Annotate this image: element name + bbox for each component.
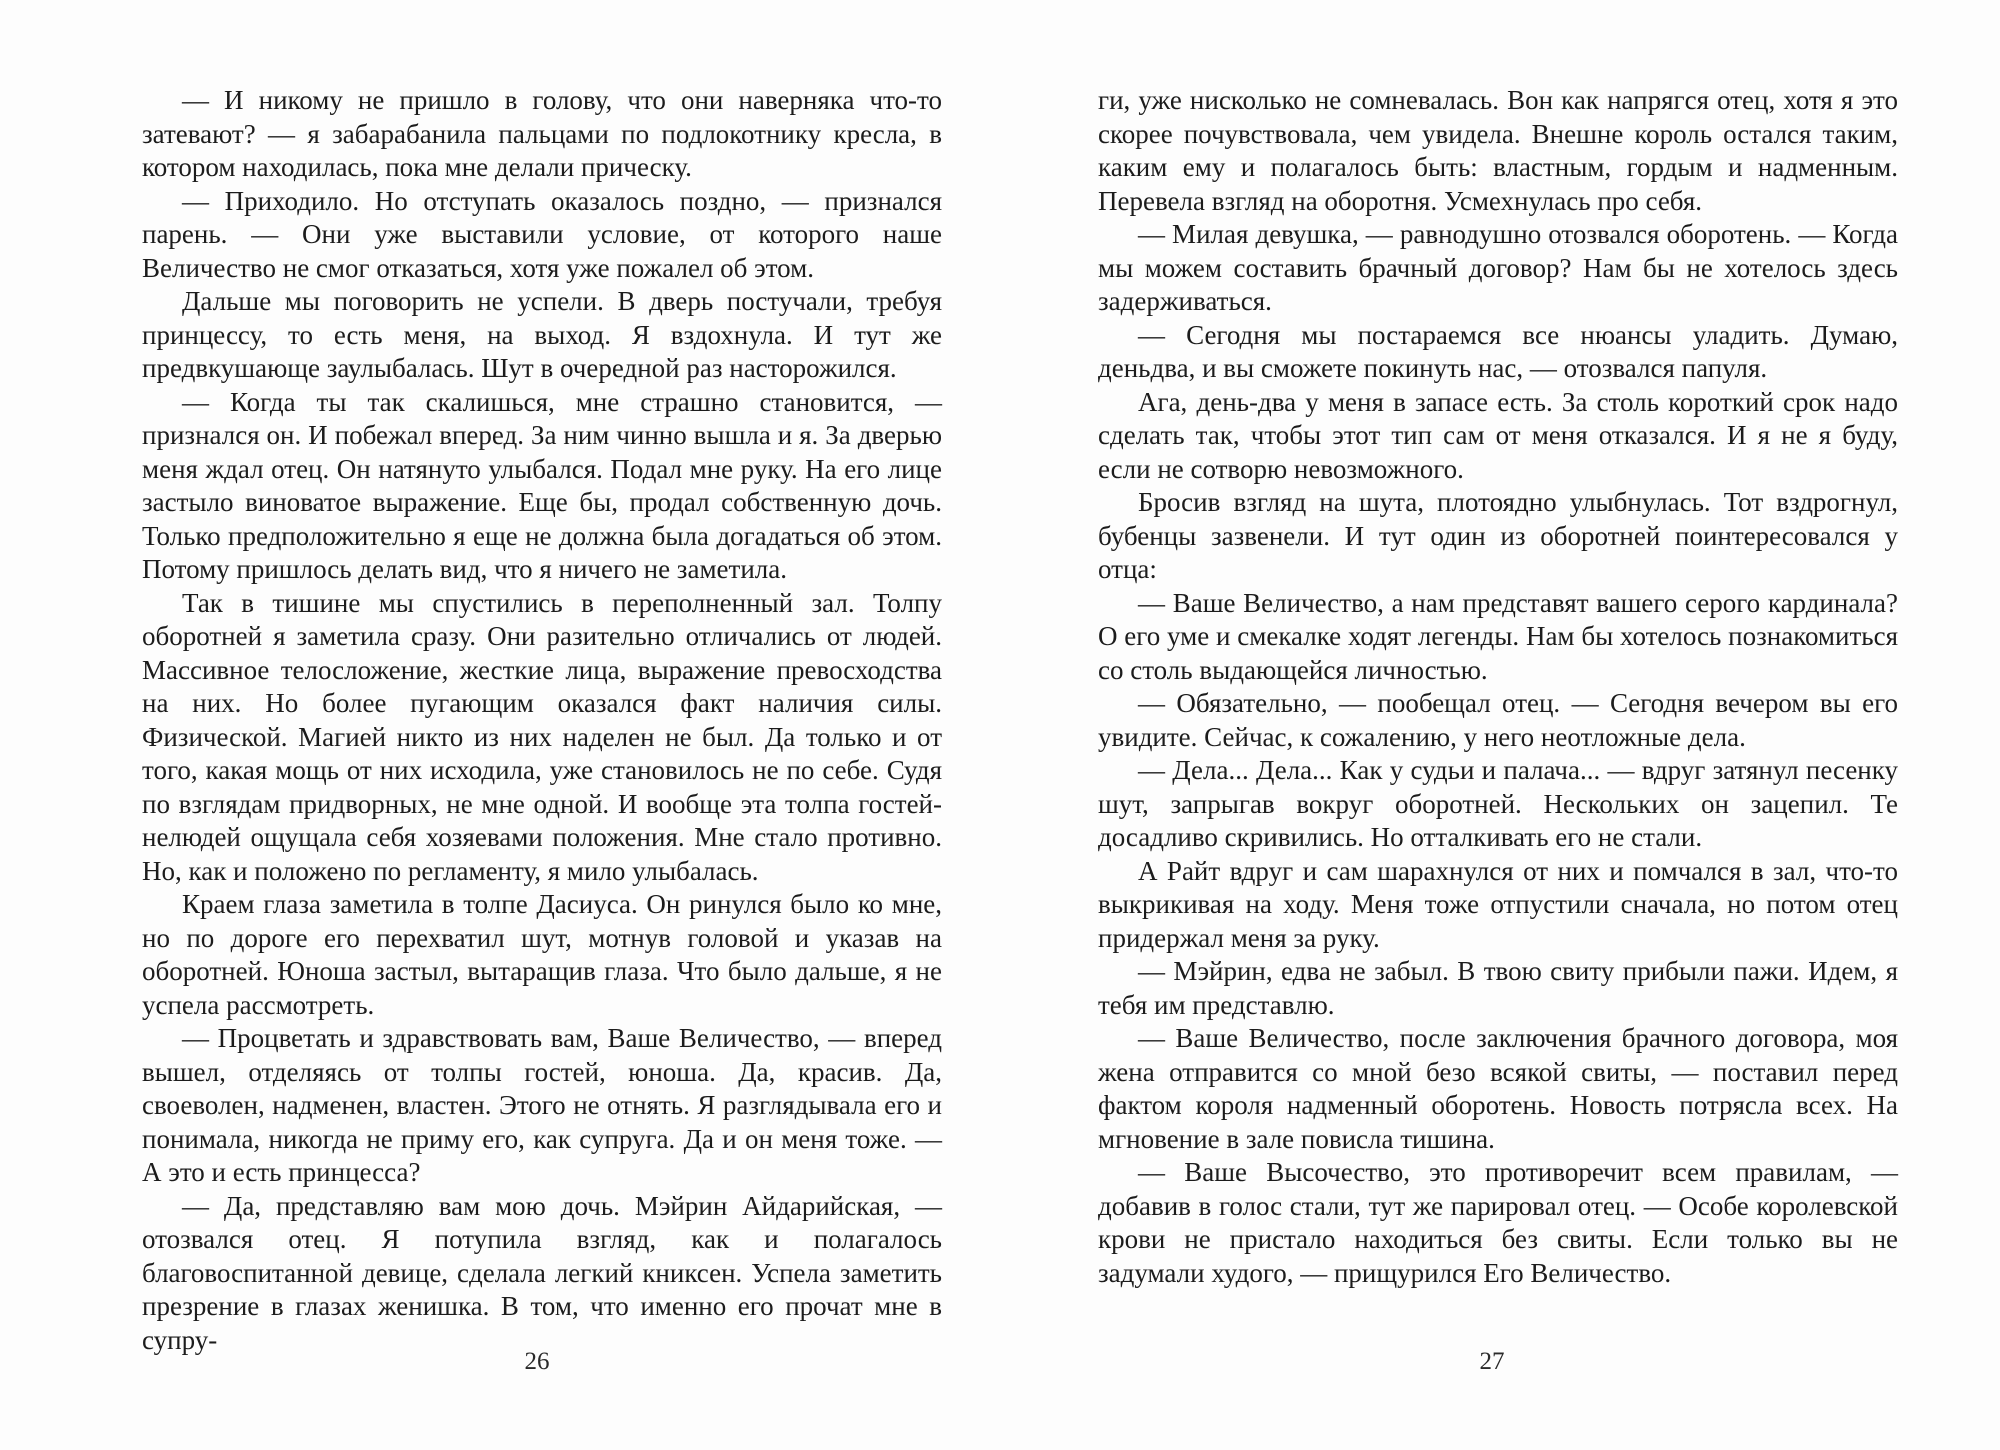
right-paragraph-8: — Дела... Дела... Как у судьи и палача... — вдруг затянул песенку шут, запрыгав вокруг оборотней. Нескольких он зацепил. Те досадливо скривились. Но отталкивать его не стали. [1098, 755, 1898, 852]
right-paragraph-1: ги, уже нисколько не сомневалась. Вон как напрягся отец, хотя я это скорее почувствовала, чем увидела. Внешне король остался таким, каким ему и полагалось быть: властным, гордым и надменным. Перевела взгляд на оборотня. Усмехнулась про себя. [1098, 85, 1898, 216]
left-paragraph-3: Дальше мы поговорить не успели. В дверь постучали, требуя принцессу, то есть меня, на выход. Я вздохнула. И тут же предвкушающе заулыбалась. Шут в очередной раз насторожился. [142, 286, 942, 383]
right-page [1098, 84, 1898, 1290]
left-paragraph-1: — И никому не пришло в голову, что они наверняка что-то затевают? — я забарабанила пальцами по подлокотнику кресла, в котором находилась, пока мне делали прическу. [142, 85, 942, 182]
right-paragraph-2: — Милая девушка, — равнодушно отозвался оборотень. — Когда мы можем составить брачный договор? Нам бы не хотелось здесь задерживаться. [1098, 219, 1898, 316]
left-paragraph-8: — Да, представляю вам мою дочь. Мэйрин Айдарийская, — отозвался отец. Я потупила взгляд, как и полагалось благовоспитанной девице, сделала легкий книксен. Успела заметить презрение в глазах женишка. В том, что именно его прочат мне в супру- [142, 1190, 942, 1355]
left-page [142, 84, 942, 1357]
right-paragraph-9: А Райт вдруг и сам шарахнулся от них и помчался в зал, что-то выкрикивая на ходу. Меня тоже отпустили сначала, но потом отец придержал меня за руку. [1098, 855, 1898, 953]
right-page-number: 27 [1479, 1348, 1505, 1375]
right-paragraph-3: — Сегодня мы постараемся все нюансы уладить. Думаю, деньдва, и вы сможете покинуть нас, — отозвался папуля. [1098, 319, 1898, 383]
left-paragraph-7: — Процветать и здравствовать вам, Ваше Величество, — вперед вышел, отделяясь от толпы гостей, юноша. Да, красив. Да, своеволен, надменен, властен. Этого не отнять. Я разглядывала его и понимала, никогда не приму его, как супруга. Да и он меня тоже. — А это и есть принцесса? [142, 1023, 942, 1187]
left-paragraph-5: Так в тишине мы спустились в переполненный зал. Толпу оборотней я заметила сразу. Они разительно отличались от людей. Массивное телосложение, жесткие лица, выражение превосходства на них. Но более пугающим оказался факт наличия силы. Физической. Магией никто из них наделен не был. Да только и от того, какая мощь от них исходила, уже становилось не по себе. Судя по взглядам придворных, не мне одной. И вообще эта толпа гостей-нелюдей ощущала себя хозяевами положения. Мне стало противно. Но, как и положено по регламенту, я мило улыбалась. [142, 587, 942, 886]
right-paragraph-5: Бросив взгляд на шута, плотоядно улыбнулась. Тот вздрогнул, бубенцы зазвенели. И тут один из оборотней поинтересовался у отца: [1098, 487, 1898, 584]
right-paragraph-6: — Ваше Величество, а нам представят вашего серого кардинала? О его уме и смекалке ходят легенды. Нам бы хотелось познакомиться со столь выдающейся личностью. [1098, 587, 1898, 685]
left-paragraph-4: — Когда ты так скалишься, мне страшно становится, — признался он. И побежал вперед. За ним чинно вышла и я. За дверью меня ждал отец. Он натянуто улыбался. Подал мне руку. На его лице застыло виноватое выражение. Еще бы, продал собственную дочь. Только предположительно я еще не должна была догадаться об этом. Потому пришлось делать вид, что я ничего не заметила. [142, 386, 942, 584]
left-paragraph-6: Краем глаза заметила в толпе Дасиуса. Он ринулся было ко мне, но по дороге его перехватил шут, мотнув головой и указав на оборотней. Юноша застыл, вытаращив глаза. Что было дальше, я не успела рассмотреть. [142, 889, 942, 1020]
right-paragraph-10: — Мэйрин, едва не забыл. В твою свиту прибыли пажи. Идем, я тебя им представлю. [1098, 956, 1898, 1020]
right-paragraph-11: — Ваше Величество, после заключения брачного договора, моя жена отправится со мной безо всякой свиты, — поставил перед фактом короля надменный оборотень. Новость потрясла всех. На мгновение в зале повисла тишина. [1098, 1023, 1898, 1154]
left-paragraph-2: — Приходило. Но отступать оказалось поздно, — признался парень. — Они уже выставили условие, от которого наше Величество не смог отказаться, хотя уже пожалел об этом. [142, 185, 942, 283]
right-paragraph-7: — Обязательно, — пообещал отец. — Сегодня вечером вы его увидите. Сейчас, к сожалению, у него неотложные дела. [1098, 688, 1898, 752]
left-page-number: 26 [524, 1348, 550, 1375]
right-paragraph-12: — Ваше Высочество, это противоречит всем правилам, — добавив в голос стали, тут же парировал отец. — Особе королевской крови не пристало находиться без свиты. Если только вы не задумали худого, — прищурился Его Величество. [1098, 1157, 1898, 1288]
right-paragraph-4: Ага, день-два у меня в запасе есть. За столь короткий срок надо сделать так, чтобы этот тип сам от меня отказался. И я не я буду, если не сотворю невозможного. [1098, 386, 1898, 484]
